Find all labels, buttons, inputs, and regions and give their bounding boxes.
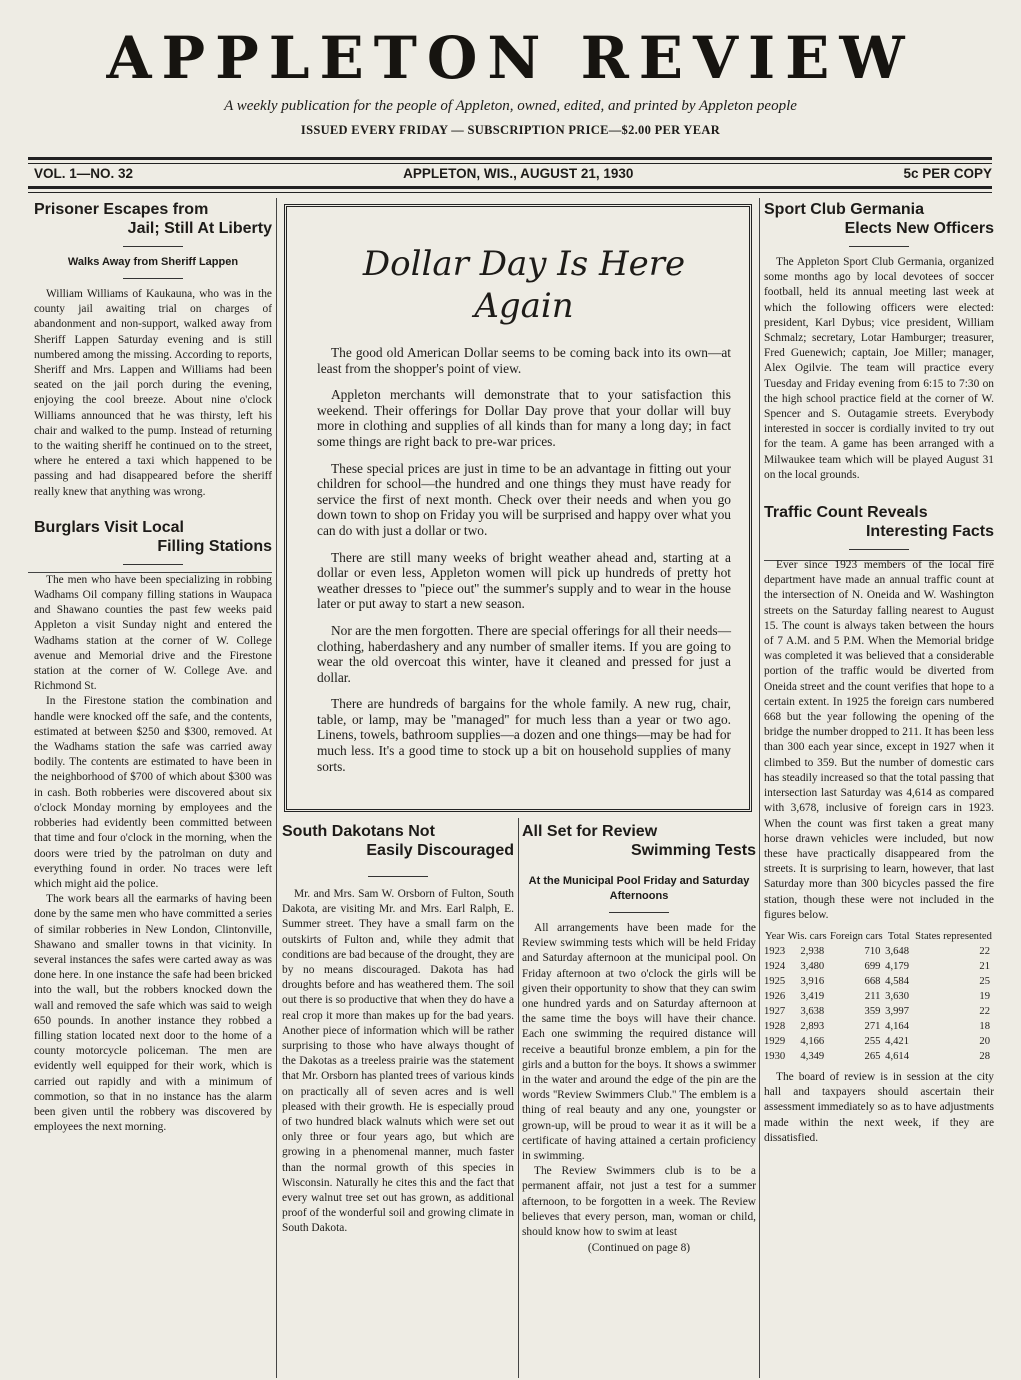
- paragraph: All arrangements have been made for the Review swimming tests which will be held Friday and Saturday afternoon at the municipal pool. On Friday afternoon at two o'clock the girls will be given their opportunity to show that they can swim one hundred yards and on Saturday afternoon at the same time the boys will have their chance. Each one swimming the required distance will receive a beautiful bronze emblem, a pin for the girls and a button for the boys. It shows a swimmer in the water and around the edge of the pin are the words ''Review Swimmers Club.'' The emblem is a thing of real beauty and any one, youngster or grown-up, will be proud to wear it as it will be a certificate of having attained a certain proficiency in swimming.: [522, 922, 756, 1163]
- table-cell: 1923: [764, 945, 786, 957]
- price: 5c PER COPY: [903, 166, 992, 181]
- short-rule: [123, 278, 183, 279]
- table-cell: 4,584: [885, 975, 910, 987]
- table-cell: 1928: [764, 1020, 786, 1032]
- paragraph: The Appleton Sport Club Germania, organized some months ago by local devotees of soccer football, held its annual meeting last week at which the following officers were elected: president, Karl Dybus; vice president, William Schmalz; secretary, Lotar Hamburger; treasurer, Fred Guenewich; captain, Joe Miller; manager, Alex Ogilvie. The team will practice every Tuesday and Friday evening from 6:15 to 7:30 on the high school practice field at the corner of W. Spencer and S. Outagamie streets. Everybody interested in soccer is cordially invited to try out for the team. A game has been arranged with a Milwaukee team which will be played August 31 on the local grounds.: [764, 256, 994, 481]
- headline-line: Burglars Visit Local: [34, 518, 184, 536]
- table-cell: 4,421: [885, 1035, 910, 1047]
- headline-line: Easily Discouraged: [366, 842, 514, 859]
- headline-line: Elects New Officers: [844, 220, 994, 237]
- swimming-column: [522, 822, 756, 1378]
- table-cell: 4,614: [885, 1050, 910, 1062]
- table-cell: 1925: [764, 975, 786, 987]
- table-cell: 19: [979, 990, 990, 1002]
- headline-line: All Set for Review: [522, 823, 658, 840]
- dakotans-column: [282, 822, 514, 1378]
- table-cell: 4,179: [885, 960, 910, 972]
- tagline: A weekly publication for the people of Appleton, owned, edited, and printed by Appleton people: [224, 98, 797, 114]
- short-rule: [123, 564, 183, 565]
- short-rule: [368, 876, 428, 877]
- burglars-headline: [34, 518, 272, 556]
- table-cell: 255: [864, 1035, 881, 1047]
- headline-line: Sport Club Germania: [764, 201, 925, 218]
- headline-line: Filling Stations: [157, 537, 272, 555]
- traffic-headline: [764, 503, 994, 541]
- dakotans-headline: [282, 822, 514, 860]
- table-cell: 359: [864, 1005, 881, 1017]
- table-cell: 3,419: [800, 990, 825, 1002]
- table-cell: 265: [864, 1050, 881, 1062]
- table-cell: 4,166: [800, 1035, 825, 1047]
- headline-line: Interesting Facts: [865, 523, 994, 541]
- table-cell: 1927: [764, 1005, 786, 1017]
- table-cell: 1929: [764, 1035, 786, 1047]
- headline-line: Jail; Still At Liberty: [127, 220, 272, 237]
- volume-number: VOL. 1—NO. 32: [34, 166, 134, 181]
- right-column: [764, 200, 994, 1380]
- table-cell: 21: [979, 960, 990, 972]
- continued-note: (Continued on page 8): [587, 1242, 691, 1255]
- column-header: Foreign cars: [829, 930, 883, 942]
- newspaper-title: APPLETON REVIEW: [106, 24, 915, 92]
- traffic-table: [764, 929, 994, 1064]
- paragraph: The Review Swimmers club is to be a permanent affair, not just a test for a summer afternoon, to be forgotten in a week. The Review believes that every person, man, woman or child, should know how to swim at least: [522, 1165, 756, 1239]
- short-rule: [849, 246, 909, 247]
- headline-line: Traffic Count Reveals: [764, 504, 928, 522]
- place-date: APPLETON, WIS., AUGUST 21, 1930: [403, 166, 634, 181]
- column-header: Year: [765, 930, 785, 942]
- column-rule: [276, 198, 277, 1378]
- headline-line: South Dakotans Not: [282, 823, 435, 840]
- table-cell: 3,648: [885, 945, 910, 957]
- table-row: [764, 1049, 994, 1064]
- table-cell: 710: [864, 945, 881, 957]
- table-row: [764, 1034, 994, 1049]
- dollar-day-box: [284, 204, 752, 812]
- paragraph: William Williams of Kaukauna, who was in the county jail awaiting trial on charges of abandonment and non-support, walked away from Sheriff Lappen Saturday evening and is still numbered among the missing. According to reports, Sheriff and Mrs. Lappen and Williams had been seated on the jail porch during the evening, enjoying the cool breeze. About nine o'clock Williams announced that he was thirsty, left his chair and walked to the pump. Instead of returning to the waiting sheriff he continued on to the street, where he entered a taxi which happened to be passing and had disappeared before the sheriff really knew that anything was wrong.: [34, 288, 272, 498]
- table-cell: 1926: [764, 990, 786, 1002]
- table-cell: 3,630: [885, 990, 910, 1002]
- table-cell: 4,164: [885, 1020, 910, 1032]
- paragraph: In the Firestone station the combination and handle were knocked off the safe, and the contents, estimated at between $250 and $300, removed. At the Wadhams station the safe was carried away bodily. The contents are estimated to have been in the neighborhood of $700 of which about $300 was in cash. Both robberies were discovered about six o'clock Monday morning by employees and the robberies had evidently been committed between that time and four o'clock in the morning, when the doors were tried by the patrolman on duty and everything found in order. No traces were left which might aid the police.: [34, 695, 272, 890]
- paragraph: The good old American Dollar seems to be coming back into its own—at least from the shopper's point of view.: [317, 345, 731, 376]
- masthead-rule: [28, 157, 992, 164]
- table-cell: 28: [979, 1050, 990, 1062]
- table-cell: 3,638: [800, 1005, 825, 1017]
- dollar-day-title: Dollar Day Is Here Again: [362, 244, 686, 326]
- table-cell: 22: [979, 1005, 990, 1017]
- column-header: States represented: [915, 930, 992, 942]
- column-header: Total: [887, 930, 910, 942]
- table-cell: 3,480: [800, 960, 825, 972]
- short-rule: [849, 549, 909, 550]
- paragraph: Mr. and Mrs. Sam W. Orsborn of Fulton, South Dakota, are visiting Mr. and Mrs. Earl Ralph, E. Summer street. They have a small farm on the outskirts of Fulton and, while they admit that conditions are bad because of the drought, they are by no means discouraged. Dakota has had droughts before and has weathered them. The soil out there is so productive that when they do have a real crop it more than makes up for the bad years. Another piece of information which will be rather surprising to those who have always thought of the Dakotas as a treeless prairie was the statement that Mr. Orsborn has planted trees of various kinds on practically all of seven acres and is well pleased with their growth. He is especially proud of two hundred black walnuts which were set out only three or four years ago, but which are growing in a phenomenal manner, much faster than the normal growth of this species in Wisconsin. Naturally he cites this and the fact that every walnut tree set out has grown, as additional proof of the wonderful soil and growing climate in South Dakota.: [282, 888, 514, 1235]
- table-cell: 699: [864, 960, 881, 972]
- prisoner-headline: [34, 200, 272, 238]
- table-cell: 1930: [764, 1050, 786, 1062]
- table-cell: 3,916: [800, 975, 825, 987]
- table-cell: 3,997: [885, 1005, 910, 1017]
- dateline: [34, 166, 992, 181]
- table-cell: 271: [864, 1020, 881, 1032]
- headline-line: Swimming Tests: [630, 842, 756, 859]
- masthead: [0, 22, 1021, 138]
- short-rule: [123, 246, 183, 247]
- table-cell: 4,349: [800, 1050, 825, 1062]
- traffic-table-body: [764, 944, 994, 1064]
- column-rule: [759, 198, 760, 1378]
- paragraph: Nor are the men forgotten. There are special offerings for all their needs—clothing, haberdashery and any number of smaller items. If you are going to wear the old overcoat this winter, have it cleaned and pressed for just a dollar.: [317, 622, 731, 685]
- table-cell: 211: [864, 990, 881, 1002]
- paragraph: The work bears all the earmarks of having been done by the same men who have committed a series of similar robberies in New London, Clintonville, Shawano and smaller towns in that vicinity. In several instances the safes were carted away as was done here. In one instance the safe had been bricked into the wall, but the robbers knocked down the wall and removed the safe which was said to weigh 650 pounds. In another instance they robbed a filling station located next door to the home of a county motorcycle policeman. The men are evidently well equipped for their work, which is carried out rapidly and with a minimum of commotion, so that in no instance has the alarm been given until the robbery was discovered by employees the next morning.: [34, 893, 272, 1134]
- table-cell: 18: [979, 1020, 990, 1032]
- table-cell: 1924: [764, 960, 786, 972]
- table-cell: 2,893: [800, 1020, 825, 1032]
- table-cell: 25: [979, 975, 990, 987]
- traffic-article: [764, 503, 994, 1146]
- paragraph: Appleton merchants will demonstrate that to your satisfaction this weekend. Their offerings for Dollar Day prove that your dollar will buy more in clothing and supplies of all kinds than for many a long day; in fact some things are right back to pre-war prices.: [317, 387, 731, 449]
- table-row: [764, 989, 994, 1004]
- table-row: [764, 1004, 994, 1019]
- table-cell: 22: [979, 945, 990, 957]
- burglars-article: [34, 518, 272, 1136]
- paragraph: Ever since 1923 members of the local fire department have made an annual traffic count at the intersection of N. Oneida and W. Washington streets on the Saturday falling nearest to August 15. The count is always taken between the hours of 7 A.M. and 5 P.M. When the Memorial bridge was completed it was believed that a considerable portion of the traffic would be diverted from Oneida street and the count verifies that hope to a certain extent. In 1925 the foreign cars numbered 668 but the year following the opening of the bridge the number dropped to 211. It has been less than 300 each year since, except in 1927 when it climbed to 359. But the number of domestic cars has steadily increased so that the total passing that intersection last Saturday was 4,614 as compared with 3,678, inclusive of foreign cars in 1923. When the count was first taken a great many horse drawn vehicles were included, but now these have practically disappeared from the streets. It is surprising to learn, however, that last Saturday more than 300 bicycles passed the fire station, though these were not included in the figures below.: [764, 559, 994, 921]
- headline-line: Prisoner Escapes from: [34, 201, 209, 218]
- germania-article: [764, 200, 994, 483]
- table-row: [764, 944, 994, 959]
- paragraph: The men who have been specializing in robbing Wadhams Oil company filling stations in Waupaca and Shawano counties the past few weeks paid Appleton a visit Sunday night and entered the Wadhams station at the corner of W. College avenue and Memorial drive and the Firestone station at the corner of W. College Ave. and Richmond St.: [34, 573, 272, 693]
- table-cell: 2,938: [800, 945, 825, 957]
- short-rule: [609, 912, 669, 913]
- prisoner-subhead: Walks Away from Sheriff Lappen: [67, 256, 239, 268]
- paragraph: There are still many weeks of bright weather ahead and, starting at a dollar or even less, Appleton women will pick up hundreds of pretty hot weather dresses to ''piece out'' the summer's supply and to wear in the house later or put away to start a new season.: [317, 549, 731, 612]
- germania-headline: [764, 200, 994, 238]
- table-row: [764, 1019, 994, 1034]
- left-column: [34, 200, 272, 1380]
- table-header-row: [764, 929, 994, 944]
- swimming-subhead: At the Municipal Pool Friday and Saturday Afternoons: [528, 875, 750, 902]
- column-header: Wis. cars: [787, 930, 827, 942]
- table-cell: 668: [864, 975, 881, 987]
- swimming-headline: [522, 822, 756, 860]
- column-rule: [518, 818, 519, 1378]
- paragraph: These special prices are just in time to be an advantage in fitting out your children for school—the hundred and one things they must have ready for service the first of next month. Check over their needs and when you go down town to shop on Friday you will be surprised and happy over what you can do with just a dollar or two.: [317, 460, 731, 538]
- issued-line: ISSUED EVERY FRIDAY — SUBSCRIPTION PRICE—$2.00 PER YEAR: [300, 123, 721, 137]
- dateline-rule: [28, 186, 992, 193]
- table-row: [764, 974, 994, 989]
- table-cell: 20: [979, 1035, 990, 1047]
- paragraph: The board of review is in session at the city hall and taxpayers should ascertain their assessment immediately so as to have adjustments made within the next week, if they are dissatisfied.: [764, 1070, 994, 1144]
- table-row: [764, 959, 994, 974]
- paragraph: There are hundreds of bargains for the whole family. A new rug, chair, table, or lamp, may be ''managed'' for much less than a year or two ago. Linens, towels, bathroom supplies—a dozen and one things—may be had for much less. It's a good time to stock up a bit on household supplies of many sorts.: [317, 696, 731, 774]
- prisoner-article: [34, 200, 272, 500]
